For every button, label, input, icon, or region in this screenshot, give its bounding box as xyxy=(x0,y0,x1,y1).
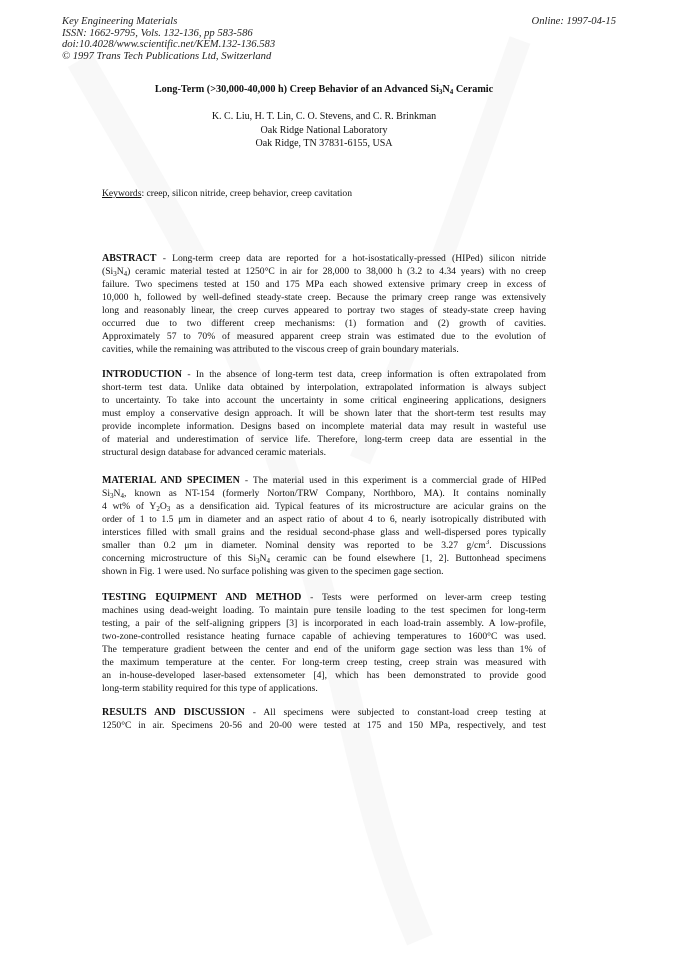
text-line: N xyxy=(116,265,124,277)
introduction-section xyxy=(102,369,546,460)
text-line: occurred due to two different creep mechanisms: (1) formation and (2) growth of cavities. xyxy=(102,317,546,329)
text-line: short-term test data. Unlike data obtained by interpolation, extrapolated information is always subject xyxy=(102,381,546,393)
subscript: 3 xyxy=(166,504,171,513)
text-line: two-zone-controlled resistance heating furnace capable of achieving temperatures to 1600°C was used. xyxy=(102,630,546,642)
text-line: - The material used in this experiment is a commercial grade of HIPed xyxy=(239,475,546,486)
doi-link[interactable]: doi:10.4028/www.scientific.net/KEM.132-136.583 xyxy=(62,39,276,51)
material-section xyxy=(102,475,546,579)
results-section xyxy=(102,707,546,733)
text-line: testing, a pair of the self-aligning grippers [3] is incorporated in each load-train assembly. A low-profile, xyxy=(102,617,546,629)
text-line: structural design database for advanced ceramic materials. xyxy=(102,446,327,458)
text-line: long-term stability required for this type of applications. xyxy=(102,682,318,694)
text-line: . Discussions xyxy=(489,539,546,551)
issn-line: ISSN: 1662-9795, Vols. 132-136, pp 583-586 xyxy=(62,27,253,39)
text-line: ) ceramic material tested at 1250°C in air for 28,000 to 38,000 h (3.2 to 4.34 years) with no creep xyxy=(127,265,546,277)
text-line: ceramic can be found elsewhere [1, 2]. Buttonhead specimens xyxy=(269,552,546,564)
text-line: - Tests were performed on lever-arm creep testing xyxy=(301,592,546,603)
subscript: 3 xyxy=(256,556,260,565)
text-line: 1250°C in air. Specimens 20-56 and 20-00 were tested at 175 and 150 MPa, respectively, and test xyxy=(102,719,546,731)
title-text: N xyxy=(442,84,450,95)
text-line: order of 1 to 1.5 μm in diameter and an aspect ratio of about 4 to 6, nearly isotropically distributed with xyxy=(102,513,546,525)
text-line: smaller than 0.2 μm in diameter. Nominal density was reported to be 3.27 g/cm xyxy=(102,539,486,551)
journal-name: Key Engineering Materials xyxy=(62,16,178,27)
section-heading: INTRODUCTION xyxy=(102,369,183,380)
author-block xyxy=(0,110,648,151)
text-line: - All specimens were subjected to constant-load creep testing at xyxy=(244,707,546,718)
publication-info xyxy=(62,16,275,62)
text-line: machines using dead-weight loading. To maintain pure tensile loading to the test specimen for long-term xyxy=(102,604,546,616)
text-line: to uncertainty. To take into account the uncertainty in some critical engineering applications, designers xyxy=(102,394,546,406)
text-line: provide incomplete information. Designs based on incomplete material data may result in wasteful use xyxy=(102,420,546,432)
text-line: , known as NT-154 (formerly Norton/TRW Company, Northboro, MA). It contains nominally xyxy=(123,487,546,499)
subscript: 3 xyxy=(113,269,117,278)
text-line: shown in Fig. 1 were used. No surface polishing was given to the specimen gage section. xyxy=(102,565,444,577)
chem-symbol: Si xyxy=(102,487,111,499)
title-text: Ceramic xyxy=(453,84,494,95)
subscript: 4 xyxy=(120,491,124,500)
text-line: interstices filled with small grains and the residual second-phase glass and well-dispersed pores typically xyxy=(102,526,546,538)
address: Oak Ridge, TN 37831-6155, USA xyxy=(255,138,393,149)
chem-symbol: N xyxy=(259,552,267,564)
section-heading: TESTING EQUIPMENT AND METHOD xyxy=(102,592,302,603)
title-text: Long-Term (>30,000-40,000 h) Creep Behavior of an Advanced Si xyxy=(154,84,439,95)
paper-title xyxy=(0,83,648,96)
text-line: - Long-term creep data are reported for a hot-isostatically-pressed (HIPed) silicon nitride xyxy=(156,253,546,264)
subscript: 4 xyxy=(123,269,128,278)
text-line: an in-house-developed laser-based extensometer [4], which has been demonstrated to provide good xyxy=(102,669,546,681)
text-line: long and reasonably linear, the creep curves appeared to portray two stages of steady-state creep having xyxy=(102,304,546,316)
online-date: Online: 1997-04-15 xyxy=(531,16,616,27)
keywords xyxy=(102,187,352,200)
text-line: the maximum temperature at the center. For long-term creep testing, creep strain was measured with xyxy=(102,656,546,668)
section-heading: RESULTS AND DISCUSSION xyxy=(102,707,245,718)
title-subscript: 3 xyxy=(438,88,443,96)
text-line: The temperature gradient between the center and end of the uniform gage section was less than 1% of xyxy=(102,643,546,655)
text-line: as a densification aid. Typical features of its microstructure are acicular grains on the xyxy=(170,500,546,512)
text-line: concerning microstructure of this Si xyxy=(102,552,257,564)
subscript: 4 xyxy=(266,556,270,565)
chem-symbol: O xyxy=(159,500,167,512)
keywords-label: Keywords xyxy=(102,188,142,199)
text-line: 10,000 h, followed by well-defined steady-state creep. Because the primary creep range was extensively xyxy=(102,291,546,303)
section-heading: MATERIAL AND SPECIMEN xyxy=(102,475,240,486)
chem-symbol: N xyxy=(113,487,121,499)
title-subscript: 4 xyxy=(449,88,454,96)
affiliation: Oak Ridge National Laboratory xyxy=(260,124,388,136)
copyright-line: © 1997 Trans Tech Publications Ltd, Switzerland xyxy=(62,50,272,62)
author-names: K. C. Liu, H. T. Lin, C. O. Stevens, and C. R. Brinkman xyxy=(211,111,437,122)
testing-section xyxy=(102,592,546,696)
section-heading: ABSTRACT xyxy=(102,253,157,264)
subscript: 3 xyxy=(110,491,114,500)
text-line: failure. Two specimens tested at 150 and 175 MPa each showed extensive primary creep in excess of xyxy=(102,278,546,290)
text-line: of material and underestimation of service life. Therefore, long-term creep data are essential in the xyxy=(102,433,546,445)
text-line: must employ a conservative design approach. It will be shown later that the short-term test results may xyxy=(102,407,546,419)
text-line: 4 wt% of Y xyxy=(102,500,157,512)
text-line: - In the absence of long-term test data, creep information is often extrapolated from xyxy=(182,369,546,380)
keywords-text: : creep, silicon nitride, creep behavior, creep cavitation xyxy=(141,188,353,199)
text-line: Approximately 57 to 70% of measured apparent creep strain was estimated due to the evolution of xyxy=(102,330,546,342)
text-line: (Si xyxy=(102,265,114,277)
abstract-section xyxy=(102,253,546,357)
subscript: 2 xyxy=(156,504,160,513)
superscript: 3 xyxy=(485,539,490,546)
text-line: cavities, while the remaining was attributed to the viscous creep of grain boundary materials. xyxy=(102,343,459,355)
